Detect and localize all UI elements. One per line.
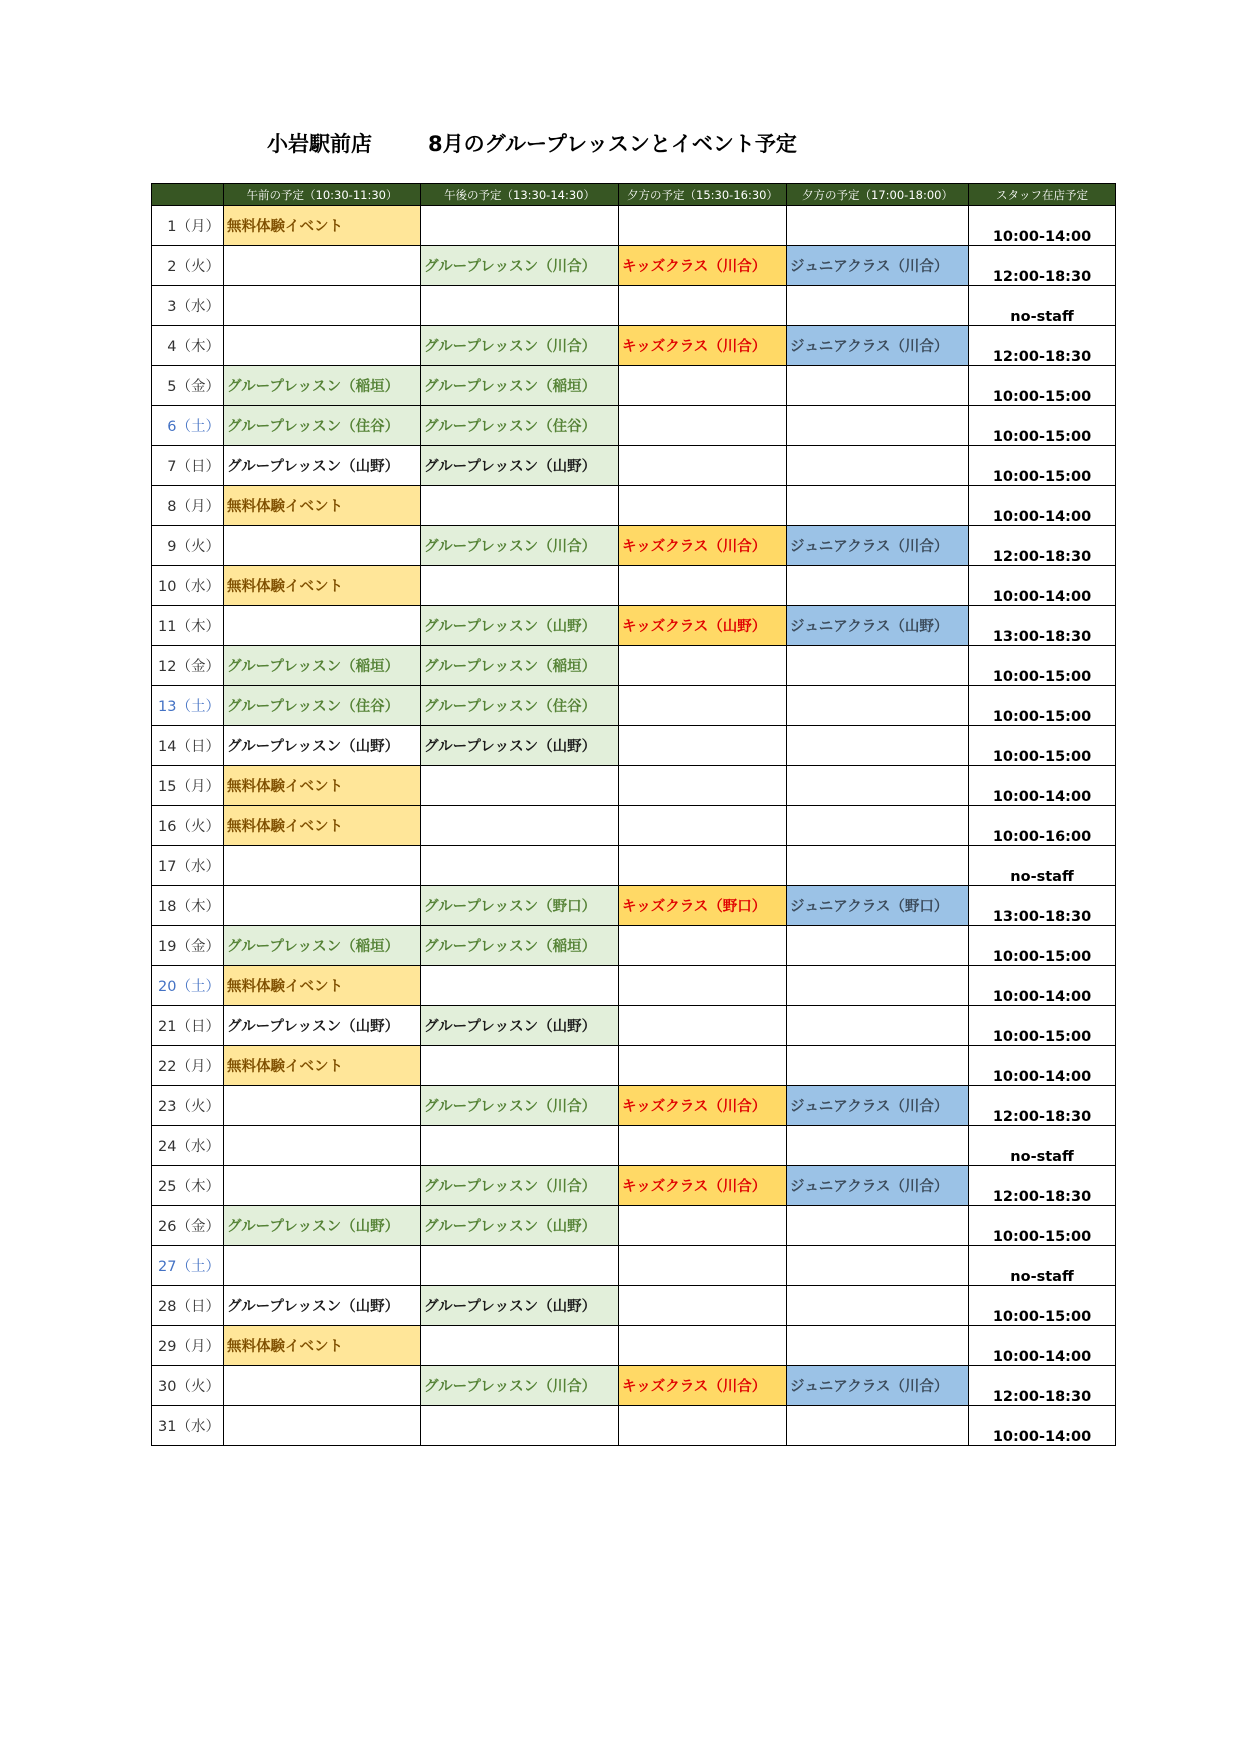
evening-1-cell — [619, 1126, 787, 1166]
morning-cell: 無料体験イベント — [224, 1326, 421, 1366]
table-row — [152, 206, 1116, 246]
table-row — [152, 606, 1116, 646]
morning-cell: 無料体験イベント — [224, 1046, 421, 1086]
table-row — [152, 486, 1116, 526]
evening-2-cell — [787, 486, 969, 526]
morning-cell — [224, 246, 421, 286]
evening-1-cell — [619, 686, 787, 726]
staff-cell: 10:00-14:00 — [969, 486, 1116, 526]
date-cell: 29（月） — [152, 1326, 224, 1366]
evening-1-cell — [619, 1286, 787, 1326]
afternoon-cell — [421, 806, 619, 846]
afternoon-cell: グループレッスン（住谷） — [421, 686, 619, 726]
morning-cell: 無料体験イベント — [224, 806, 421, 846]
staff-cell: 10:00-15:00 — [969, 406, 1116, 446]
afternoon-cell — [421, 1406, 619, 1446]
morning-cell: 無料体験イベント — [224, 766, 421, 806]
afternoon-cell: グループレッスン（山野） — [421, 726, 619, 766]
staff-cell: 10:00-14:00 — [969, 1326, 1116, 1366]
evening-1-cell — [619, 486, 787, 526]
table-row — [152, 246, 1116, 286]
staff-cell: 10:00-15:00 — [969, 1286, 1116, 1326]
afternoon-cell — [421, 206, 619, 246]
table-row — [152, 446, 1116, 486]
afternoon-cell: グループレッスン（稲垣） — [421, 646, 619, 686]
morning-cell: グループレッスン（稲垣） — [224, 926, 421, 966]
header-evening-1: 夕方の予定（15:30-16:30） — [619, 184, 787, 206]
evening-1-cell — [619, 206, 787, 246]
date-cell: 16（火） — [152, 806, 224, 846]
table-row — [152, 766, 1116, 806]
morning-cell: グループレッスン（山野） — [224, 446, 421, 486]
morning-cell — [224, 1366, 421, 1406]
evening-1-cell: キッズクラス（山野） — [619, 606, 787, 646]
afternoon-cell — [421, 1246, 619, 1286]
table-row — [152, 806, 1116, 846]
morning-cell — [224, 326, 421, 366]
morning-cell: グループレッスン（山野） — [224, 1286, 421, 1326]
date-cell: 4（木） — [152, 326, 224, 366]
table-row — [152, 646, 1116, 686]
evening-2-cell — [787, 766, 969, 806]
evening-1-cell — [619, 366, 787, 406]
morning-cell — [224, 286, 421, 326]
date-cell: 30（火） — [152, 1366, 224, 1406]
table-row — [152, 1326, 1116, 1366]
date-cell: 9（火） — [152, 526, 224, 566]
table-row — [152, 1006, 1116, 1046]
table-row — [152, 406, 1116, 446]
table-row — [152, 1046, 1116, 1086]
header-staff: スタッフ在店予定 — [969, 184, 1116, 206]
table-row — [152, 526, 1116, 566]
evening-1-cell — [619, 406, 787, 446]
date-cell: 15（月） — [152, 766, 224, 806]
staff-cell: no-staff — [969, 286, 1116, 326]
staff-cell: 10:00-15:00 — [969, 686, 1116, 726]
staff-cell: 10:00-14:00 — [969, 206, 1116, 246]
evening-2-cell — [787, 1246, 969, 1286]
date-cell: 23（火） — [152, 1086, 224, 1126]
table-row — [152, 926, 1116, 966]
morning-cell — [224, 1086, 421, 1126]
date-cell: 14（日） — [152, 726, 224, 766]
evening-1-cell — [619, 846, 787, 886]
evening-2-cell — [787, 446, 969, 486]
staff-cell: no-staff — [969, 846, 1116, 886]
staff-cell: 10:00-15:00 — [969, 726, 1116, 766]
date-cell: 1（月） — [152, 206, 224, 246]
date-cell: 21（日） — [152, 1006, 224, 1046]
evening-2-cell: ジュニアクラス（川合） — [787, 326, 969, 366]
afternoon-cell: グループレッスン（山野） — [421, 1206, 619, 1246]
afternoon-cell — [421, 1126, 619, 1166]
evening-1-cell: キッズクラス（川合） — [619, 1086, 787, 1126]
morning-cell: 無料体験イベント — [224, 966, 421, 1006]
date-cell: 24（水） — [152, 1126, 224, 1166]
afternoon-cell — [421, 1326, 619, 1366]
evening-1-cell — [619, 1246, 787, 1286]
table-row — [152, 886, 1116, 926]
evening-1-cell — [619, 766, 787, 806]
date-cell: 3（水） — [152, 286, 224, 326]
afternoon-cell: グループレッスン（山野） — [421, 446, 619, 486]
morning-cell: 無料体験イベント — [224, 486, 421, 526]
staff-cell: 10:00-15:00 — [969, 366, 1116, 406]
evening-1-cell — [619, 1326, 787, 1366]
table-row — [152, 686, 1116, 726]
morning-cell — [224, 526, 421, 566]
staff-cell: 12:00-18:30 — [969, 526, 1116, 566]
date-cell: 2（火） — [152, 246, 224, 286]
staff-cell: 13:00-18:30 — [969, 886, 1116, 926]
afternoon-cell: グループレッスン（川合） — [421, 326, 619, 366]
header-evening-2: 夕方の予定（17:00-18:00） — [787, 184, 969, 206]
evening-2-cell: ジュニアクラス（川合） — [787, 1166, 969, 1206]
store-name: 小岩駅前店 — [267, 132, 372, 156]
date-cell: 8（月） — [152, 486, 224, 526]
afternoon-cell: グループレッスン（川合） — [421, 1086, 619, 1126]
schedule-table — [151, 183, 1116, 1446]
morning-cell — [224, 886, 421, 926]
evening-2-cell: ジュニアクラス（川合） — [787, 526, 969, 566]
evening-1-cell — [619, 966, 787, 1006]
schedule-rows — [152, 206, 1116, 1446]
table-row — [152, 1246, 1116, 1286]
table-row — [152, 1126, 1116, 1166]
morning-cell: 無料体験イベント — [224, 206, 421, 246]
morning-cell: グループレッスン（稲垣） — [224, 366, 421, 406]
evening-2-cell — [787, 646, 969, 686]
date-cell: 19（金） — [152, 926, 224, 966]
evening-2-cell — [787, 1126, 969, 1166]
date-cell: 12（金） — [152, 646, 224, 686]
afternoon-cell: グループレッスン（川合） — [421, 1366, 619, 1406]
header-morning: 午前の予定（10:30-11:30） — [224, 184, 421, 206]
morning-cell — [224, 1126, 421, 1166]
evening-1-cell — [619, 806, 787, 846]
morning-cell — [224, 1166, 421, 1206]
table-row — [152, 1286, 1116, 1326]
evening-1-cell — [619, 646, 787, 686]
table-row — [152, 726, 1116, 766]
table-row — [152, 966, 1116, 1006]
afternoon-cell: グループレッスン（山野） — [421, 1286, 619, 1326]
afternoon-cell: グループレッスン（住谷） — [421, 406, 619, 446]
date-cell: 28（日） — [152, 1286, 224, 1326]
afternoon-cell: グループレッスン（野口） — [421, 886, 619, 926]
date-cell: 20（土） — [152, 966, 224, 1006]
header-afternoon: 午後の予定（13:30-14:30） — [421, 184, 619, 206]
staff-cell: 10:00-15:00 — [969, 1206, 1116, 1246]
evening-2-cell: ジュニアクラス（川合） — [787, 246, 969, 286]
evening-2-cell — [787, 926, 969, 966]
evening-2-cell — [787, 1406, 969, 1446]
afternoon-cell — [421, 766, 619, 806]
evening-1-cell: キッズクラス（川合） — [619, 526, 787, 566]
date-cell: 6（土） — [152, 406, 224, 446]
date-cell: 27（土） — [152, 1246, 224, 1286]
page-title — [0, 124, 1240, 160]
afternoon-cell: グループレッスン（稲垣） — [421, 926, 619, 966]
staff-cell: 10:00-15:00 — [969, 446, 1116, 486]
date-cell: 10（水） — [152, 566, 224, 606]
staff-cell: 12:00-18:30 — [969, 326, 1116, 366]
date-cell: 7（日） — [152, 446, 224, 486]
evening-1-cell — [619, 446, 787, 486]
morning-cell: グループレッスン（山野） — [224, 1206, 421, 1246]
afternoon-cell — [421, 846, 619, 886]
evening-2-cell — [787, 366, 969, 406]
date-cell: 26（金） — [152, 1206, 224, 1246]
evening-2-cell: ジュニアクラス（山野） — [787, 606, 969, 646]
table-row — [152, 1166, 1116, 1206]
schedule-title: 8月のグループレッスンとイベント予定 — [428, 132, 797, 156]
afternoon-cell: グループレッスン（川合） — [421, 246, 619, 286]
header-date — [152, 184, 224, 206]
table-row — [152, 1086, 1116, 1126]
date-cell: 17（水） — [152, 846, 224, 886]
morning-cell — [224, 1246, 421, 1286]
evening-1-cell — [619, 1046, 787, 1086]
staff-cell: no-staff — [969, 1246, 1116, 1286]
staff-cell: 13:00-18:30 — [969, 606, 1116, 646]
afternoon-cell — [421, 966, 619, 1006]
table-row — [152, 1366, 1116, 1406]
evening-2-cell: ジュニアクラス（川合） — [787, 1086, 969, 1126]
table-row — [152, 1406, 1116, 1446]
morning-cell: グループレッスン（住谷） — [224, 686, 421, 726]
table-row — [152, 566, 1116, 606]
staff-cell: no-staff — [969, 1126, 1116, 1166]
afternoon-cell — [421, 486, 619, 526]
evening-1-cell — [619, 926, 787, 966]
table-row — [152, 366, 1116, 406]
afternoon-cell: グループレッスン（山野） — [421, 606, 619, 646]
evening-1-cell — [619, 566, 787, 606]
table-row — [152, 326, 1116, 366]
afternoon-cell — [421, 286, 619, 326]
staff-cell: 12:00-18:30 — [969, 246, 1116, 286]
table-row — [152, 286, 1116, 326]
evening-2-cell — [787, 966, 969, 1006]
morning-cell: グループレッスン（稲垣） — [224, 646, 421, 686]
afternoon-cell: グループレッスン（川合） — [421, 526, 619, 566]
staff-cell: 12:00-18:30 — [969, 1086, 1116, 1126]
staff-cell: 10:00-16:00 — [969, 806, 1116, 846]
evening-1-cell — [619, 1206, 787, 1246]
afternoon-cell — [421, 1046, 619, 1086]
staff-cell: 10:00-14:00 — [969, 966, 1116, 1006]
morning-cell — [224, 606, 421, 646]
morning-cell: グループレッスン（山野） — [224, 1006, 421, 1046]
date-cell: 31（水） — [152, 1406, 224, 1446]
evening-1-cell — [619, 726, 787, 766]
evening-1-cell: キッズクラス（川合） — [619, 246, 787, 286]
afternoon-cell: グループレッスン（川合） — [421, 1166, 619, 1206]
evening-2-cell — [787, 686, 969, 726]
date-cell: 22（月） — [152, 1046, 224, 1086]
evening-2-cell — [787, 726, 969, 766]
date-cell: 5（金） — [152, 366, 224, 406]
staff-cell: 10:00-15:00 — [969, 646, 1116, 686]
evening-2-cell — [787, 1006, 969, 1046]
evening-2-cell — [787, 1326, 969, 1366]
evening-2-cell — [787, 1286, 969, 1326]
morning-cell — [224, 846, 421, 886]
evening-2-cell — [787, 206, 969, 246]
afternoon-cell: グループレッスン（山野） — [421, 1006, 619, 1046]
evening-2-cell — [787, 806, 969, 846]
table-row — [152, 846, 1116, 886]
evening-2-cell — [787, 1046, 969, 1086]
date-cell: 18（木） — [152, 886, 224, 926]
afternoon-cell — [421, 566, 619, 606]
staff-cell: 10:00-15:00 — [969, 926, 1116, 966]
morning-cell: グループレッスン（住谷） — [224, 406, 421, 446]
evening-1-cell: キッズクラス（野口） — [619, 886, 787, 926]
staff-cell: 10:00-14:00 — [969, 566, 1116, 606]
date-cell: 25（木） — [152, 1166, 224, 1206]
staff-cell: 12:00-18:30 — [969, 1166, 1116, 1206]
morning-cell: グループレッスン（山野） — [224, 726, 421, 766]
staff-cell: 10:00-14:00 — [969, 766, 1116, 806]
morning-cell — [224, 1406, 421, 1446]
evening-2-cell: ジュニアクラス（野口） — [787, 886, 969, 926]
staff-cell: 10:00-14:00 — [969, 1046, 1116, 1086]
evening-1-cell — [619, 286, 787, 326]
evening-1-cell: キッズクラス（川合） — [619, 1166, 787, 1206]
date-cell: 11（木） — [152, 606, 224, 646]
table-header-row — [152, 184, 1116, 206]
staff-cell: 10:00-15:00 — [969, 1006, 1116, 1046]
evening-1-cell: キッズクラス（川合） — [619, 1366, 787, 1406]
afternoon-cell: グループレッスン（稲垣） — [421, 366, 619, 406]
evening-2-cell — [787, 566, 969, 606]
staff-cell: 10:00-14:00 — [969, 1406, 1116, 1446]
staff-cell: 12:00-18:30 — [969, 1366, 1116, 1406]
evening-1-cell: キッズクラス（川合） — [619, 326, 787, 366]
evening-1-cell — [619, 1406, 787, 1446]
evening-2-cell — [787, 406, 969, 446]
evening-1-cell — [619, 1006, 787, 1046]
evening-2-cell — [787, 286, 969, 326]
date-cell: 13（土） — [152, 686, 224, 726]
morning-cell: 無料体験イベント — [224, 566, 421, 606]
evening-2-cell: ジュニアクラス（川合） — [787, 1366, 969, 1406]
evening-2-cell — [787, 846, 969, 886]
evening-2-cell — [787, 1206, 969, 1246]
table-row — [152, 1206, 1116, 1246]
